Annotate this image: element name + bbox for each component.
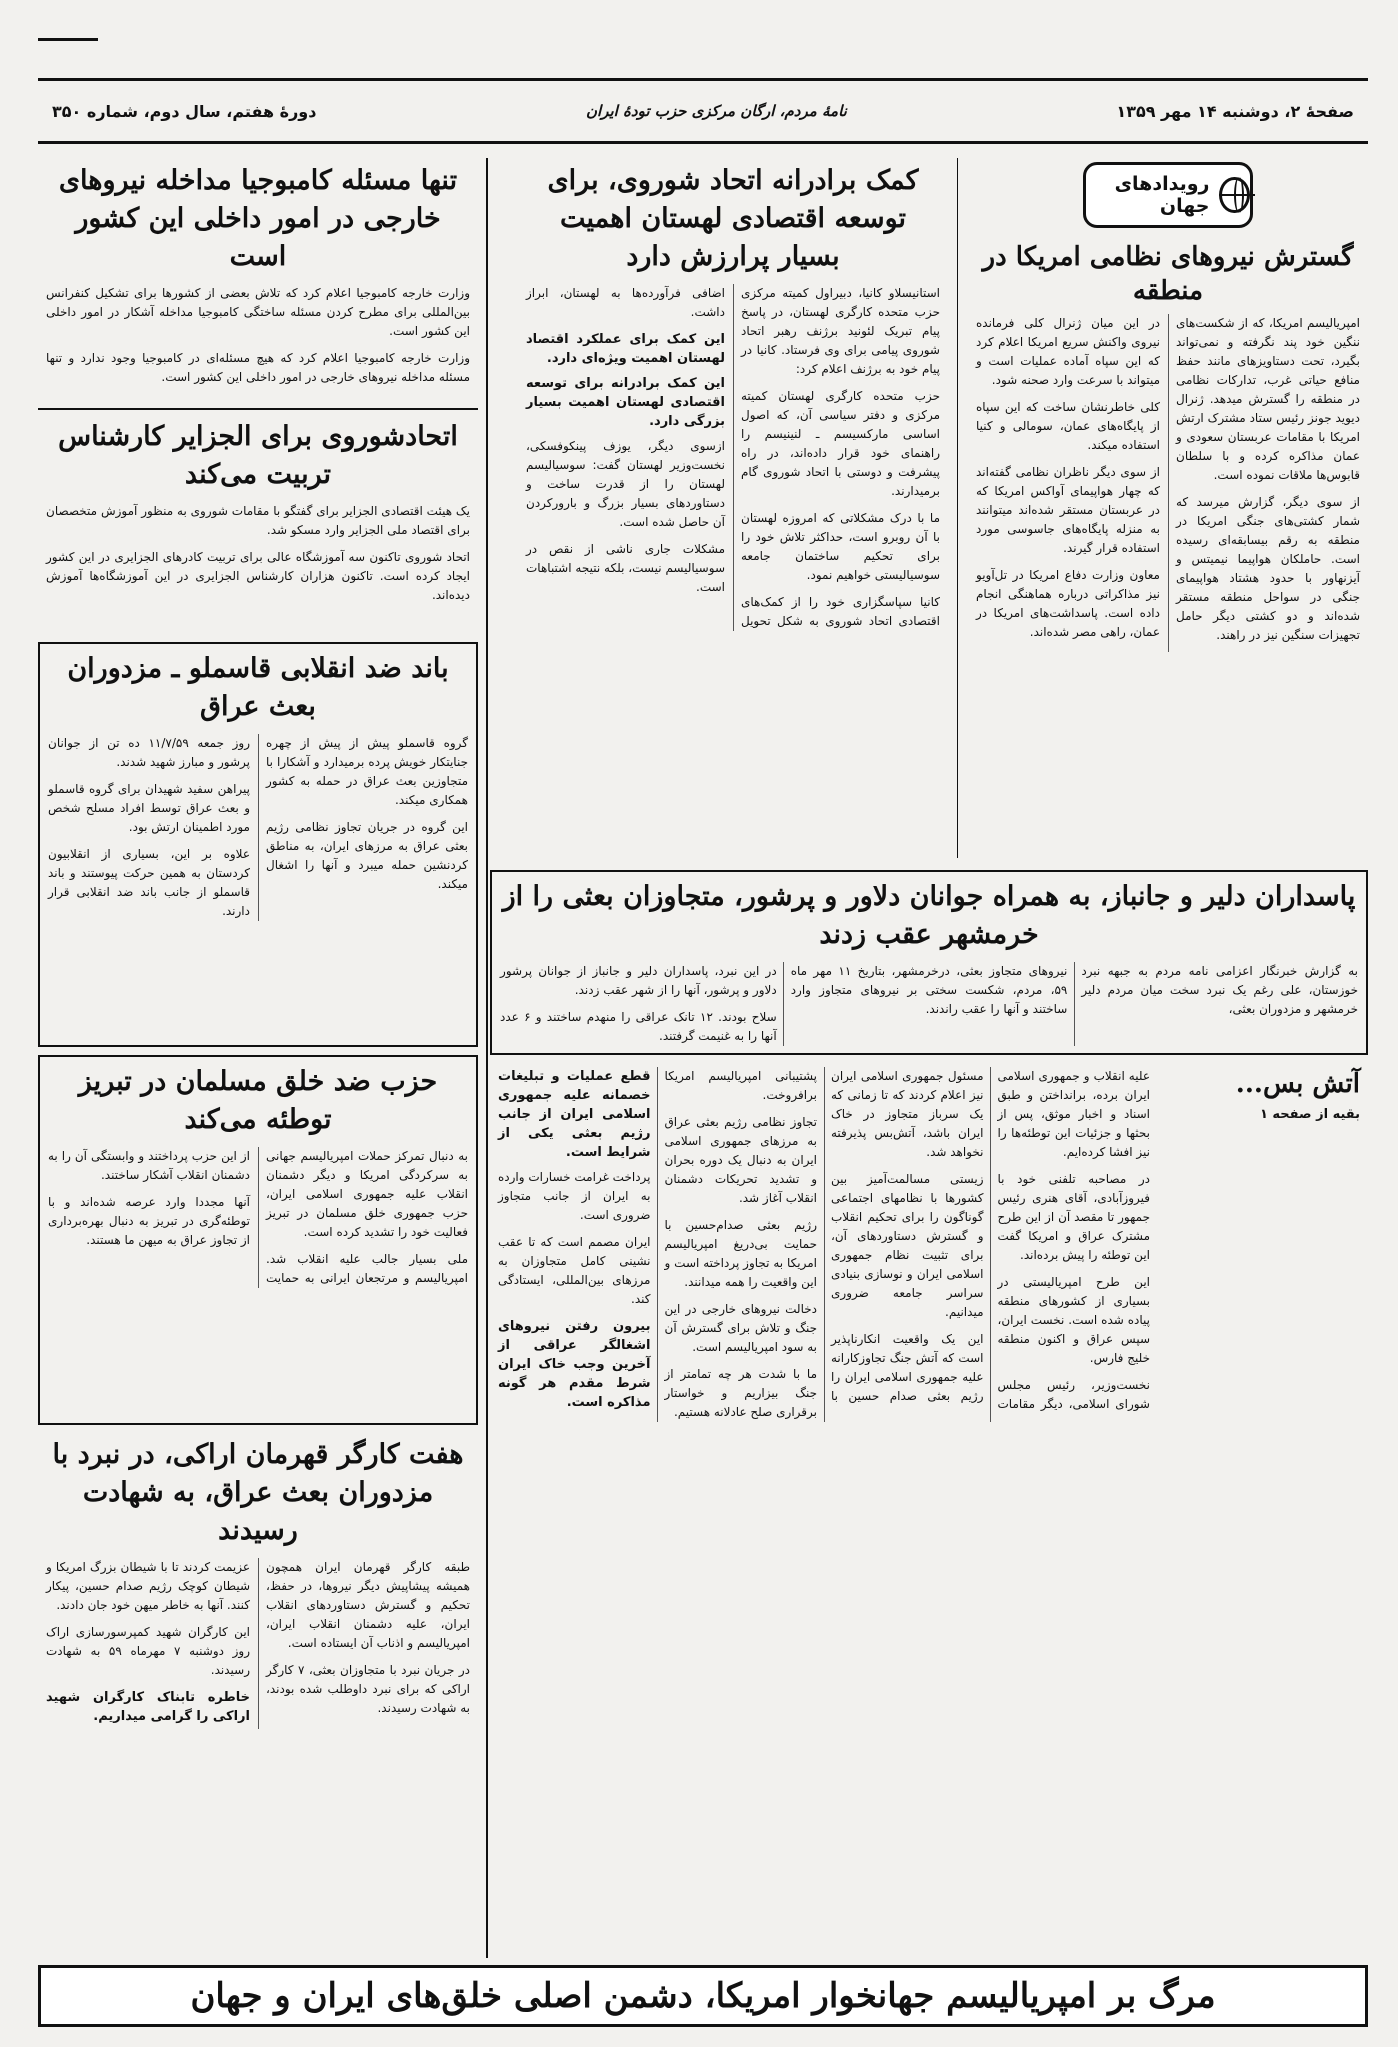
cambodia-article: تنها مسئله کامبوجیا مداخله نیروهای خارجی در امور داخلی این کشور است وزارت خارجه کامبوجیا اعلام کرد که تلاش بعضی از کشورها برای تشکیل کنفرانس بین‌المللی برای مطرح کردن مسئله ساختگی کامبوجیا مداخله آشکار در امور داخلی این کشور است. وزارت خارجه کامبوجیا اعلام کرد که هیچ مسئله‌ای در کامبوجیا وجود ندارد و تنها مسئله مداخله نیروهای خارجی در امور داخلی این کشور است. xyxy=(38,158,478,408)
page-info: صفحهٔ ۲، دوشنبه ۱۴ مهر ۱۳۵۹ xyxy=(1116,101,1354,121)
divider xyxy=(38,408,478,410)
masthead xyxy=(38,78,1368,144)
issue-info: دورهٔ هفتم، سال دوم، شماره ۳۵۰ xyxy=(52,101,317,121)
column-divider xyxy=(486,158,488,1958)
qasemlou-headline: باند ضد انقلابی قاسملو ـ مزدوران بعث عراق xyxy=(67,653,449,722)
qasemlou-body: گروه قاسملو پیش از پیش از چهره جنایتکار خویش پرده برمیدارد و آشکارا با متجاوزین بعث عراق در حمله به کشور همکاری میکند. این گروه در جریان تجاوز نظامی رژیم بعثی عراق به مرزهای ایران، به مناطق کردنشین حمله میبرد و آنها را اشغال میکند. روز جمعه ۱۱/۷/۵۹ ده تن از جوانان پرشور و مبارز شهید شدند. پیراهن سفید شهیدان برای گروه قاسملو و بعث عراق توسط افراد مسلح شخص مورد اطمینان ارتش بود. علاوه بر این، بسیاری از انقلابیون کردستان به همین حرکت پیوستند و باند قاسملو از جانب باند ضد انقلابی قرار دارند. xyxy=(48,736,468,918)
world-events-headline: گسترش نیروهای نظامی امریکا در منطقه xyxy=(982,242,1354,306)
ceasefire-subtitle: بقیه از صفحه ۱ xyxy=(1259,1107,1360,1122)
arak-workers-headline: هفت کارگر قهرمان اراکی، در نبرد با مزدوران بعث عراق، به شهادت رسیدند xyxy=(52,1439,464,1546)
footer-slogan: مرگ بر امپریالیسم جهانخوار امریکا، دشمن اصلی خلق‌های ایران و جهان xyxy=(38,1965,1368,2027)
tabriz-headline: حزب ضد خلق مسلمان در تبریز توطئه می‌کند xyxy=(78,1066,438,1135)
newspaper-page xyxy=(38,30,1368,2030)
arak-workers-body: طبقه کارگر قهرمان ایران همچون همیشه پیشاپیش دیگر نیروها، در حفظ، تحکیم و گسترش دستاوردهای انقلاب ایران، علیه دشمنان انقلاب ایران، امپریالیسم و اذناب آن ایستاده است. در جریان نبرد با متجاوزان بعثی، ۷ کارگر اراکی که برای نبرد داوطلب شده بودند، به شهادت رسیدند. عزیمت کردند تا با شیطان بزرگ امریکا و شیطان کوچک رژیم صدام حسین، پیکار کنند. آنها به خاطر میهن خود جان دادند. این کارگران شهید کمپرسورسازی اراک روز دوشنبه ۷ مهرماه ۵۹ به شهادت رسیدند. خاطره تابناک کارگران شهید اراکی را گرامی میداریم. xyxy=(46,1560,471,1724)
top-rule-mark xyxy=(38,38,98,41)
tabriz-article xyxy=(38,1055,478,1425)
algeria-article: اتحادشوروی برای الجزایر کارشناس تربیت می‌کند یک هیئت اقتصادی الجزایر برای گفتگو با مقامات شوروی به منظور آموزش متخصصان برای اقتصاد ملی الجزایر وارد مسکو شد. اتحاد شوروی تاکنون سه آموزشگاه عالی برای تربیت کادرهای الجزایری در این کشور ایجاد کرده است. تاکنون هزاران کارشناس الجزایری در این آموزشگاه‌ها آموزش دیده‌اند. xyxy=(38,414,478,634)
cambodia-headline: تنها مسئله کامبوجیا مداخله نیروهای خارجی در امور داخلی این کشور است xyxy=(58,165,458,272)
ceasefire-headline: آتش بس... xyxy=(1235,1069,1360,1099)
ceasefire-body: علیه انقلاب و جمهوری اسلامی ایران برده، برانداختن و طبق اسناد و اخبار موثق، پس از بحثها و جزئیات این توطئه‌ها را نیز افشا کرده‌ایم. در مصاحبه تلفنی خود با فیروزآبادی، آقای هنری رئیس جمهور تا مقصد آن از این طرح مشترک عراق و امریکا گفت این توطئه را پیش برده‌اند. این طرح امپریالیستی در بسیاری از کشورهای منطقه پیاده شده است. نخست ایران، سپس عراق و اکنون منطقه خلیج فارس. نخست‌وزیر، رئیس مجلس شورای اسلامی، دیگر مقامات مسئول جمهوری اسلامی ایران نیز اعلام کردند که تا زمانی که یک سرباز متجاوز در خاک ایران باشد، آتش‌بس پذیرفته نخواهد شد. زیستی مسالمت‌آمیز بین کشورها با نظامهای اجتماعی گوناگون را برای تحکیم انقلاب و گسترش دستاوردهای آن، برای تثبیت نظام جمهوری اسلامی ایران و نوسازی بنیادی سراسر جامعه ضروری میدانیم. این یک واقعیت انکارناپذیر است که آتش جنگ تجاوزکارانه علیه جمهوری اسلامی ایران را رژیم بعثی صدام حسین با پشتیبانی امپریالیسم امریکا برافروخت. تجاوز نظامی رژیم بعثی عراق به مرزهای جمهوری اسلامی ایران به دنبال یک دوره بحران و تشدید تحریکات دشمنان انقلاب آغاز شد. رژیم بعثی صدام‌حسین با حمایت بی‌دریغ امپریالیسم امریکا به تجاوز پرداخته است و این واقعیت را همه میدانند. دخالت نیروهای خارجی در این جنگ و تلاش برای گسترش آن به سود امپریالیسم است. ما با شدت هر چه تمامتر از جنگ بیزاریم و خواستار برقراری صلح عادلانه هستیم. قطع عملیات و تبلیغات خصمانه علیه جمهوری اسلامی ایران از جانب رژیم بعثی یکی از شرایط است. پرداخت غرامت خسارات وارده به ایران از جانب متجاوز ضروری است. ایران مصمم است که تا عقب نشینی کامل متجاوزان به مرزهای بین‌المللی، ایستادگی کند. بیرون رفتن نیروهای اشغالگر عراقی از آخرین وجب خاک ایران شرط مقدم هر گونه مذاکره است. xyxy=(498,1069,1150,1419)
algeria-headline: اتحادشوروی برای الجزایر کارشناس تربیت می‌کند xyxy=(58,421,458,490)
world-events-logo: رویدادهای جهان xyxy=(1083,162,1253,228)
tabriz-body: به دنبال تمرکز حملات امپریالیسم جهانی به سرکردگی امریکا و دیگر دشمنان انقلاب علیه جمهوری اسلامی ایران، حزب جمهوری خلق مسلمان در تبریز فعالیت خود را تشدید کرده است. ملی بسیار جالب علیه انقلاب شد. امپریالیسم و مرتجعان ایرانی به حمایت از این حزب پرداختند و وابستگی آن را به دشمنان انقلاب آشکار ساختند. آنها مجددا وارد عرصه شده‌اند و با توطئه‌گری در تبریز به دنبال بهره‌برداری از تجاوز عراق به میهن ما هستند. xyxy=(48,1149,468,1285)
world-events-article xyxy=(968,158,1368,858)
globe-icon xyxy=(1219,177,1250,213)
column-divider xyxy=(957,158,958,858)
ceasefire-heading-block xyxy=(1150,1067,1360,1128)
soviet-aid-headline: کمک برادرانه اتحاد شوروی، برای توسعه اقتصادی لهستان اهمیت بسیار پرارزش دارد xyxy=(547,165,919,272)
soviet-aid-body: استانیسلاو کانیا، دبیراول کمیته مرکزی حزب متحده کارگری لهستان، در پاسخ پیام تبریک لئونید برژنف رهبر اتحاد شوروی پیامی برای وی فرستاد. کانیا در پیام خود به برژنف اعلام کرد: حزب متحده کارگری لهستان کمیته مرکزی و دفتر سیاسی آن، که اصول اساسی مارکسیسم ـ لنینیسم را راهنمای خود قرار داده‌اند، در راه پیشرفت و دوستی با اتحاد شوروی گام برمیدارند. ما با درک مشکلاتی که امروزه لهستان با آن روبرو است، حداکثر تلاش خود را برای تحکیم ساختمان جامعه سوسیالیستی خواهیم نمود. کانیا سپاسگزاری خود را از کمک‌های اقتصادی اتحاد شوروی به شکل تحویل اضافی فرآورده‌ها به لهستان، ابراز داشت. این کمک برای عملکرد اقتصاد لهستان اهمیت ویژه‌ای دارد. این کمک برادرانه برای توسعه اقتصادی لهستان اهمیت بسیار بزرگی دارد. ازسوی دیگر، یوزف پینکوفسکی، نخست‌وزیر لهستان گفت: سوسیالیسم لهستان را از قدرت ساخت و دستاوردهای بسیار بزرگ و بارورکردن آن حاصل شده است. مشکلات جاری ناشی از نقص در سوسیالیسم نیست، بلکه نتیجه اشتباهات است. xyxy=(526,286,940,628)
paper-name: نامهٔ مردم، ارگان مرکزی حزب تودهٔ ایران xyxy=(586,102,847,120)
world-events-body: امپریالیسم امریکا، که از شکست‌های ننگین خود پند نگرفته و نمی‌تواند بگیرد، تحت دستاویزهای مانند حفظ منافع حیاتی غرب، تدارکات نظامی در منطقه را گسترش میدهد. ژنرال دیوید جونز رئیس ستاد مشترک ارتش امریکا با مقامات عربستان سعودی و عمان مذاکره کرده و با سلطان قابوس‌ها ملاقات نموده است. از سوی دیگر، گزارش میرسد که شمار کشتی‌های جنگی امریکا در منطقه به رقم بیسابقه‌ای رسیده است. حاملکان هواپیما نیمیتس و آیزنهاور با حدود هشتاد هواپیمای جنگی در سواحل منطقه مستقر شده‌اند و دو کشتی دیگر حامل تجهیزات سنگین نیز در راهند. در این میان ژنرال کلی فرمانده نیروی واکنش سریع امریکا اعلام کرد که این سپاه آماده عملیات است و میتواند با سرعت وارد صحنه شود. کلی خاطرنشان ساخت که این سپاه از پایگاه‌های عمان، سومالی و کنیا استفاده میکند. از سوی دیگر ناظران نظامی گفته‌اند که چهار هواپیمای آواکس امریکا که در عربستان مستقر شده‌اند میتوانند به منزله پایگاه‌های جاسوسی مورد استفاده قرار گیرند. معاون وزارت دفاع امریکا در تل‌آویو نیز مذاکراتی درباره هماهنگی انجام داده است. پاسداشت‌های امریکا در عمان، راهی مصر شده‌اند. xyxy=(976,316,1360,642)
qasemlou-article xyxy=(38,642,478,1047)
ceasefire-article xyxy=(490,1063,1368,1958)
border-fight-article xyxy=(490,870,1368,1055)
border-fight-headline: پاسداران دلیر و جانباز، به همراه جوانان دلاور و پرشور، متجاوزان بعثی را از خرمشهر عقب زدند xyxy=(502,881,1356,950)
border-fight-body: به گزارش خبرنگار اعزامی نامه مردم به جبهه نبرد خوزستان، علی رغم یک نبرد سخت میان مردم دلیر خرمشهر و مزدوران بعثی، نیروهای متجاوز بعثی، درخرمشهر، بتاریخ ۱۱ مهر ماه ۵۹، مردم، شکست سختی بر نیروهای متجاوز وارد ساختند و آنها را عقب راندند. در این نبرد، پاسداران دلیر و جانباز از جوانان پرشور دلاور و پرشور، آنها را از شهر عقب زدند. سلاح بودند. ۱۲ تانک عراقی را منهدم ساختند و ۶ عدد آنها را به غنیمت گرفتند. xyxy=(500,964,1358,1043)
soviet-aid-article xyxy=(518,158,948,858)
arak-workers-article xyxy=(38,1432,478,1957)
